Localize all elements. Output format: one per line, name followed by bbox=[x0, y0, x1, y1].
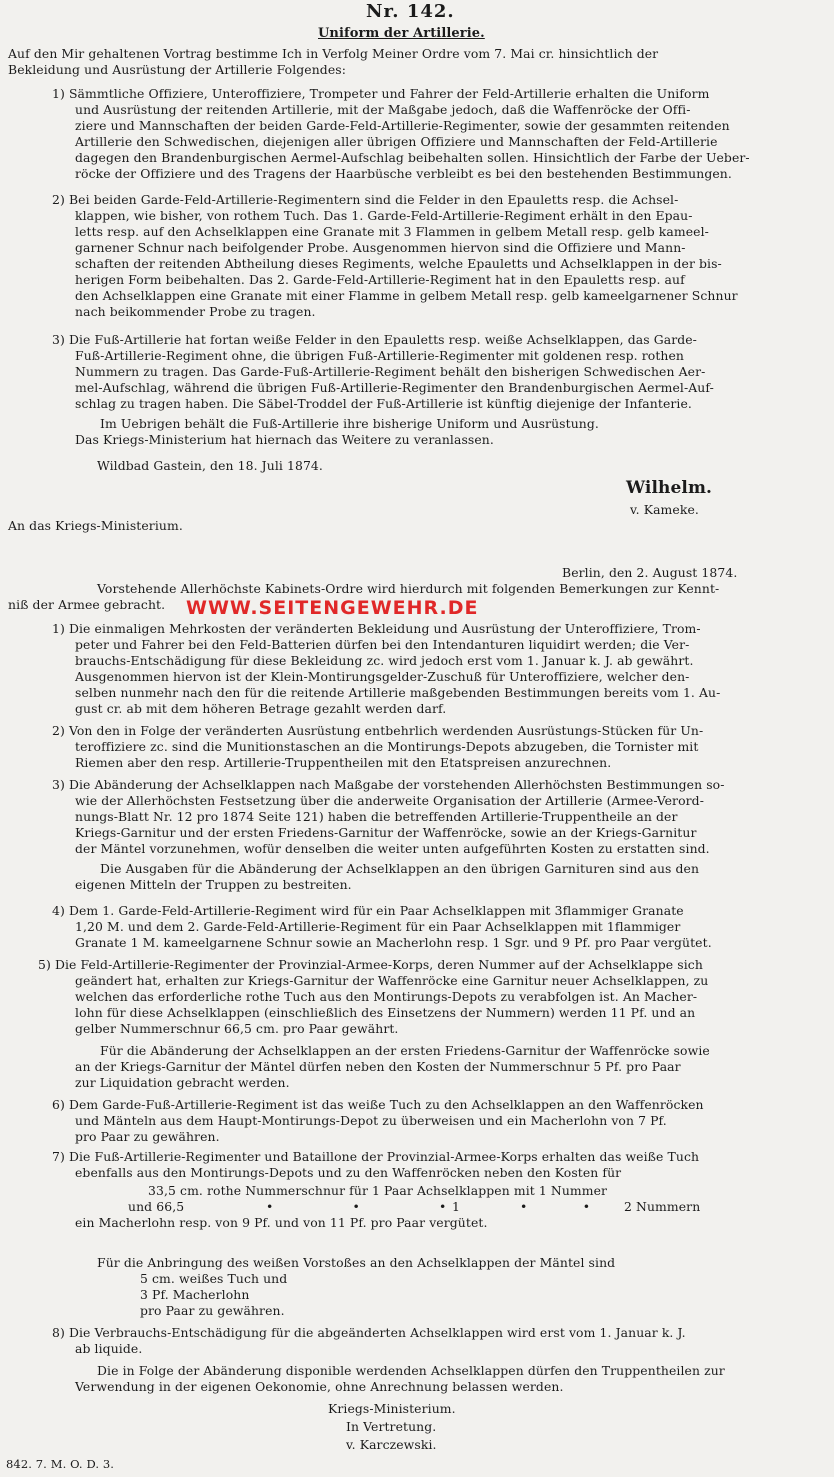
order-item-3-line: mel-Aufschlag, während die übrigen Fuß-Artillerie-Regimenter den Brandenburgischen Aermel-Auf- bbox=[75, 380, 714, 395]
order-closing-2: Das Kriegs-Ministerium hat hiernach das Weitere zu veranlassen. bbox=[75, 432, 494, 447]
ministry-item-1-line: Ausgenommen hiervon ist der Klein-Montirungsgelder-Zuschuß für Unteroffiziere, welcher den- bbox=[75, 669, 690, 684]
ministry-place-date: Berlin, den 2. August 1874. bbox=[562, 565, 738, 580]
ministry-item-4-line: 1,20 M. und dem 2. Garde-Feld-Artillerie-Regiment für ein Paar Achselklappen mit 1flammiger bbox=[75, 919, 681, 934]
ministry-signature-1: Kriegs-Ministerium. bbox=[328, 1401, 456, 1416]
cord-row-2-label: und 66,5 bbox=[128, 1199, 185, 1214]
addressee: An das Kriegs-Ministerium. bbox=[8, 518, 183, 533]
countersign-kameke: v. Kameke. bbox=[630, 502, 699, 517]
order-item-2-line: klappen, wie bisher, von rothem Tuch. Das 1. Garde-Feld-Artillerie-Regiment erhält in den Epau- bbox=[75, 208, 693, 223]
ministry-signature-3: v. Karczewski. bbox=[346, 1437, 437, 1452]
order-closing-1: Im Uebrigen behält die Fuß-Artillerie ihre bisherige Uniform und Ausrüstung. bbox=[100, 416, 599, 431]
ministry-item-3-line: wie der Allerhöchsten Festsetzung über die anderweite Organisation der Artillerie (Armee-Verord- bbox=[75, 793, 704, 808]
signature-wilhelm: Wilhelm. bbox=[626, 478, 713, 498]
ditto-marks: • • • bbox=[266, 1199, 449, 1214]
order-item-1-line: dagegen den Brandenburgischen Aermel-Aufschlag beibehalten sollen. Hinsichtlich der Farbe der Ueber- bbox=[75, 150, 750, 165]
order-item-1-line: ziere und Mannschaften der beiden Garde-Feld-Artillerie-Regimenter, sowie der gesammten reitenden bbox=[75, 118, 730, 133]
order-item-2-line: letts resp. auf den Achselklappen eine Granate mit 3 Flammen in gelbem Metall resp. gelb kameel- bbox=[75, 224, 709, 239]
order-item-2-line: nach beikommender Probe zu tragen. bbox=[75, 304, 316, 319]
ministry-item-8-line: ab liquide. bbox=[75, 1341, 143, 1356]
ministry-item-3-line: 3) Die Abänderung der Achselklappen nach Maßgabe der vorstehenden Allerhöchsten Bestimmungen so- bbox=[52, 777, 725, 792]
order-item-3-line: Nummern zu tragen. Das Garde-Fuß-Artillerie-Regiment behält den bisherigen Schwedischen Aer- bbox=[75, 364, 706, 379]
cord-row-1: 33,5 cm. rothe Nummerschnur für 1 Paar Achselklappen mit 1 Nummer bbox=[148, 1183, 608, 1198]
ministry-item-1-line: 1) Die einmaligen Mehrkosten der veränderten Bekleidung und Ausrüstung der Unteroffiziere, Trom- bbox=[52, 621, 701, 636]
final-line-2: Verwendung in der eigenen Oekonomie, ohne Anrechnung belassen werden. bbox=[75, 1379, 564, 1394]
ministry-item-3-line: Die Ausgaben für die Abänderung der Achselklappen an den übrigen Garnituren sind aus den bbox=[100, 861, 700, 876]
order-item-2-line: garnener Schnur nach beifolgender Probe. Ausgenommen hiervon sind die Offiziere und Mann- bbox=[75, 240, 686, 255]
ministry-intro-line-1: Vorstehende Allerhöchste Kabinets-Ordre wird hierdurch mit folgenden Bemerkungen zur Kennt- bbox=[97, 581, 720, 596]
ministry-item-6-line: pro Paar zu gewähren. bbox=[75, 1129, 220, 1144]
ministry-item-5-line: zur Liquidation gebracht werden. bbox=[75, 1075, 290, 1090]
ministry-item-4-line: 4) Dem 1. Garde-Feld-Artillerie-Regiment wird für ein Paar Achselklappen mit 3flammiger Granate bbox=[52, 903, 684, 918]
order-intro-line-2: Bekleidung und Ausrüstung der Artillerie Folgendes: bbox=[8, 62, 346, 77]
order-item-3-line: Fuß-Artillerie-Regiment ohne, die übrigen Fuß-Artillerie-Regimenter mit goldenen resp. rothen bbox=[75, 348, 684, 363]
ministry-item-8-line: 8) Die Verbrauchs-Entschädigung für die abgeänderten Achselklappen wird erst vom 1. Januar k. J. bbox=[52, 1325, 686, 1340]
ministry-item-5-line: geändert hat, erhalten zur Kriegs-Garnitur der Waffenröcke eine Garnitur neuer Achselklappen, zu bbox=[75, 973, 709, 988]
order-item-3-line: 3) Die Fuß-Artillerie hat fortan weiße Felder in den Epauletts resp. weiße Achselklappen, das Garde- bbox=[52, 332, 697, 347]
ministry-item-2-line: Riemen aber den resp. Artillerie-Truppentheilen mit den Etatspreisen anzurechnen. bbox=[75, 755, 612, 770]
ministry-signature-2: In Vertretung. bbox=[346, 1419, 437, 1434]
ministry-intro-line-2: niß der Armee gebracht. bbox=[8, 597, 166, 612]
watermark: WWW.SEITENGEWEHR.DE bbox=[186, 597, 479, 619]
order-item-3-line: schlag zu tragen haben. Die Säbel-Troddel der Fuß-Artillerie ist künftig diejenige der Infanterie. bbox=[75, 396, 692, 411]
ministry-item-5-line: welchen das erforderliche rothe Tuch aus den Montirungs-Depots zu verabfolgen ist. An Macher- bbox=[75, 989, 698, 1004]
final-line-1: Die in Folge der Abänderung disponible werdenden Achselklappen dürfen den Truppentheilen zur bbox=[97, 1363, 725, 1378]
footer-code: 842. 7. M. O. D. 3. bbox=[6, 1457, 115, 1471]
ministry-item-2-line: teroffiziere zc. sind die Munitionstaschen an die Montirungs-Depots abzugeben, die Tornister mit bbox=[75, 739, 699, 754]
ministry-item-3-line: Kriegs-Garnitur und der ersten Friedens-Garnitur der Waffenröcke, sowie an der Kriegs-Garnitur bbox=[75, 825, 697, 840]
ministry-item-2-line: 2) Von den in Folge der veränderten Ausrüstung entbehrlich werdenden Ausrüstungs-Stücken für Un- bbox=[52, 723, 704, 738]
order-item-2-line: schaften der reitenden Abtheilung dieses Regiments, welche Epauletts und Achselklappen in der bis- bbox=[75, 256, 722, 271]
ministry-item-7-line: ebenfalls aus den Montirungs-Depots und zu den Waffenröcken neben den Kosten für bbox=[75, 1165, 622, 1180]
order-item-2-line: den Achselklappen eine Granate mit einer Flamme in gelbem Metall resp. gelb kameelgarnener Schnur bbox=[75, 288, 738, 303]
decree-title: Uniform der Artillerie. bbox=[318, 26, 485, 41]
order-item-1-line: Artillerie den Schwedischen, diejenigen aller übrigen Offiziere und Mannschaften der Feld-Artillerie bbox=[75, 134, 718, 149]
ministry-item-1-line: peter und Fahrer bei den Feld-Batterien dürfen bei den Intendanturen liquidirt werden; die Ver- bbox=[75, 637, 690, 652]
ministry-item-6-line: und Mänteln aus dem Haupt-Montirungs-Depot zu überweisen und ein Macherlohn von 7 Pf. bbox=[75, 1113, 667, 1128]
cord-row-2-count: 1 bbox=[452, 1199, 460, 1214]
coat-list-item: pro Paar zu gewähren. bbox=[140, 1303, 285, 1318]
coat-intro: Für die Anbringung des weißen Vorstoßes an den Achselklappen der Mäntel sind bbox=[97, 1255, 616, 1270]
ministry-item-7-line: 7) Die Fuß-Artillerie-Regimenter und Bataillone der Provinzial-Armee-Korps erhalten das weiße Tuch bbox=[52, 1149, 700, 1164]
ministry-item-3-line: der Mäntel vorzunehmen, wofür denselben die weiter unten aufgeführten Kosten zu erstatten sind. bbox=[75, 841, 710, 856]
ministry-item-5-line: lohn für diese Achselklappen (einschließlich des Einsetzens der Nummern) werden 11 Pf. und an bbox=[75, 1005, 696, 1020]
ministry-item-3-line: nungs-Blatt Nr. 12 pro 1874 Seite 121) haben die betreffenden Artillerie-Truppentheile an der bbox=[75, 809, 678, 824]
ministry-item-1-line: selben nunmehr nach den für die reitende Artillerie maßgebenden Bestimmungen bereits vom 1. Au- bbox=[75, 685, 721, 700]
cord-row-2-numbers: 2 Nummern bbox=[624, 1199, 701, 1214]
ministry-item-5-line: 5) Die Feld-Artillerie-Regimenter der Provinzial-Armee-Korps, deren Nummer auf der Achselklappe sich bbox=[38, 957, 703, 972]
ministry-item-5-line: gelber Nummerschnur 66,5 cm. pro Paar gewährt. bbox=[75, 1021, 399, 1036]
order-item-1-line: 1) Sämmtliche Offiziere, Unteroffiziere, Trompeter und Fahrer der Feld-Artillerie erhalten die Uniform bbox=[52, 86, 710, 101]
ministry-item-5-line: Für die Abänderung der Achselklappen an der ersten Friedens-Garnitur der Waffenröcke sowie bbox=[100, 1043, 710, 1058]
decree-number: Nr. 142. bbox=[366, 1, 455, 22]
cord-row-3: ein Macherlohn resp. von 9 Pf. und von 11 Pf. pro Paar vergütet. bbox=[75, 1215, 488, 1230]
order-place-date: Wildbad Gastein, den 18. Juli 1874. bbox=[97, 458, 323, 473]
order-item-1-line: röcke der Offiziere und des Tragens der Haarbüsche verbleibt es bei den bestehenden Bestimmungen. bbox=[75, 166, 732, 181]
order-item-2-line: 2) Bei beiden Garde-Feld-Artillerie-Regimentern sind die Felder in den Epauletts resp. die Achsel- bbox=[52, 192, 679, 207]
ministry-item-5-line: an der Kriegs-Garnitur der Mäntel dürfen neben den Kosten der Nummerschnur 5 Pf. pro Paar bbox=[75, 1059, 681, 1074]
order-item-1-line: und Ausrüstung der reitenden Artillerie, mit der Maßgabe jedoch, daß die Waffenröcke der Offi- bbox=[75, 102, 691, 117]
ministry-item-6-line: 6) Dem Garde-Fuß-Artillerie-Regiment ist das weiße Tuch zu den Achselklappen an den Waffenröcken bbox=[52, 1097, 704, 1112]
coat-list-item: 3 Pf. Macherlohn bbox=[140, 1287, 250, 1302]
ministry-item-1-line: gust cr. ab mit dem höheren Betrage gezahlt werden darf. bbox=[75, 701, 447, 716]
ditto-marks-2: • • bbox=[520, 1199, 593, 1214]
order-item-2-line: herigen Form beibehalten. Das 2. Garde-Feld-Artillerie-Regiment hat in den Epauletts resp. auf bbox=[75, 272, 685, 287]
coat-list-item: 5 cm. weißes Tuch und bbox=[140, 1271, 288, 1286]
ministry-item-3-line: eigenen Mitteln der Truppen zu bestreiten. bbox=[75, 877, 352, 892]
order-intro-line-1: Auf den Mir gehaltenen Vortrag bestimme Ich in Verfolg Meiner Ordre vom 7. Mai cr. hinsichtlich der bbox=[8, 46, 659, 61]
ministry-item-1-line: brauchs-Entschädigung für diese Bekleidung zc. wird jedoch erst vom 1. Januar k. J. ab gewährt. bbox=[75, 653, 694, 668]
ministry-item-4-line: Granate 1 M. kameelgarnene Schnur sowie an Macherlohn resp. 1 Sgr. und 9 Pf. pro Paar vergütet. bbox=[75, 935, 712, 950]
